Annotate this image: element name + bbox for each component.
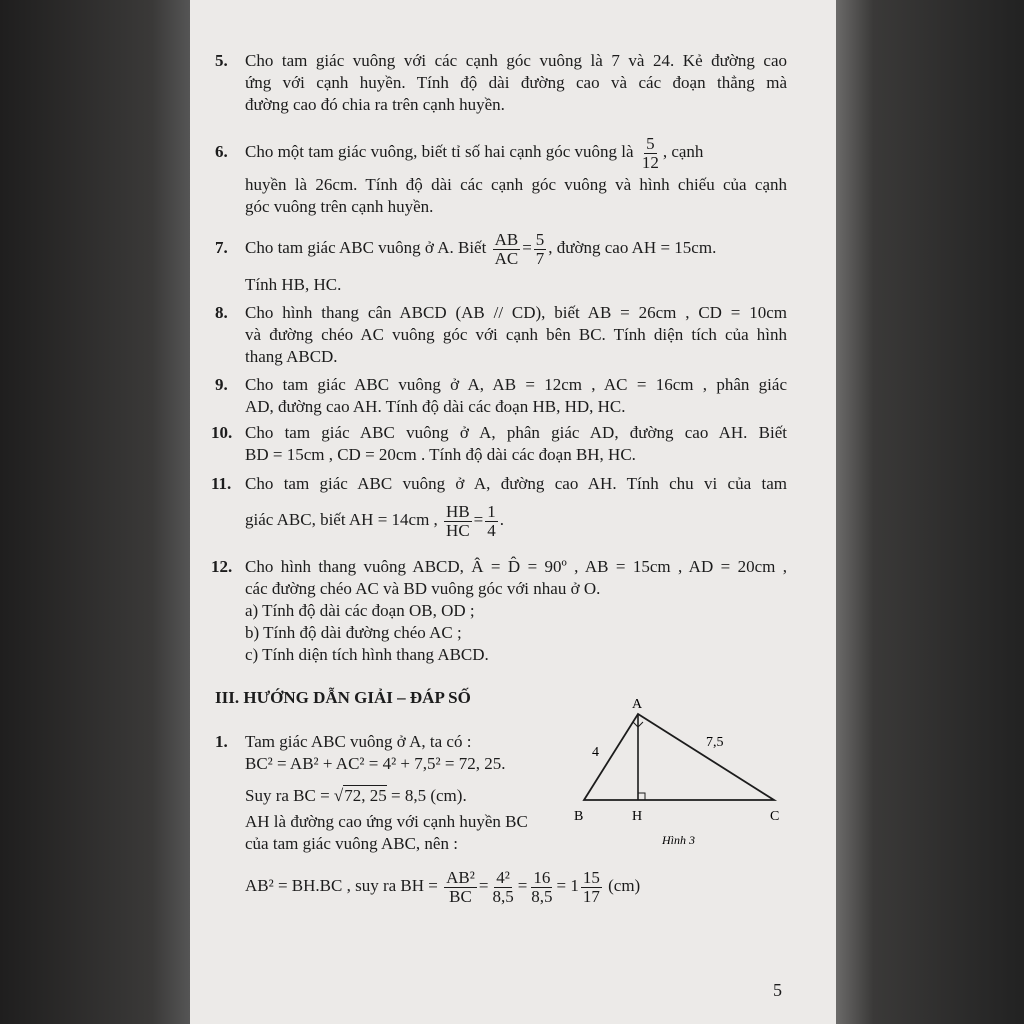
problem-line: ứng với cạnh huyền. Tính độ dài đường cao và các đoạn thẳng mà [245,73,787,92]
denominator: 12 [641,152,659,172]
denominator: 7 [535,248,545,268]
numerator: HB [446,501,470,521]
problem-line [245,495,787,545]
problem-line: AD, đường cao AH. Tính độ dài các đoạn HB, HD, HC. [245,397,626,416]
problem-line: thang ABCD. [245,347,338,366]
problem-line: và đường chéo AC vuông góc với cạnh bên BC. Tính diện tích của hình [245,325,787,344]
right-angle-mark-h [638,793,645,800]
solution-line: Tam giác ABC vuông ở A, ta có : [245,732,472,751]
numerator: 5 [535,229,545,249]
denominator: HC [446,520,470,540]
fraction [640,135,661,172]
book-edge-left [0,0,190,1024]
problem-number: 5. [215,51,228,70]
numerator: AB² [446,867,475,887]
label-side-ac: 7,5 [706,735,724,750]
problem-line: a) Tính độ dài các đoạn OB, OD ; [245,601,475,620]
problem-line: c) Tính diện tích hình thang ABCD. [245,645,489,664]
problem-line: Cho hình thang vuông ABCD, Â = D̂ = 90º , AB = 15cm , AD = 20cm , [245,557,787,576]
fraction [490,869,515,906]
problem-line: b) Tính độ dài đường chéo AC ; [245,623,462,642]
denominator: 4 [487,520,496,540]
text: Suy ra BC = √ [245,786,344,805]
problem-line [245,226,787,270]
denominator: 8,5 [531,886,553,906]
triangle-figure [570,692,790,852]
fraction [485,503,498,540]
problem-number: 9. [215,375,228,394]
text: , đường cao AH = 15cm. [548,238,717,257]
equals: = [522,238,532,257]
problem-line: Cho hình thang cân ABCD (AB // CD), biết AB = 26cm , CD = 10cm [245,303,787,322]
problem-line: các đường chéo AC và BD vuông góc với nhau ở O. [245,579,601,598]
fraction [444,869,477,906]
solution-line: BC² = AB² + AC² = 4² + 7,5² = 72, 25. [245,754,506,773]
fraction [493,231,521,268]
problem-line: Tính HB, HC. [245,275,342,294]
radicand: 72, 25 [344,786,387,805]
numerator: AB [494,229,519,249]
solution-line: của tam giác vuông ABC, nên : [245,834,458,853]
text: , cạnh [662,142,704,161]
text: Cho tam giác ABC vuông ở A. Biết [245,238,487,257]
book-edge-right [836,0,1024,1024]
text: AB² = BH.BC , suy ra BH = [245,876,438,895]
numerator: 16 [533,867,551,887]
solution-line: AH là đường cao ứng với cạnh huyền BC [245,812,528,831]
text: Cho một tam giác vuông, biết tỉ số hai cạnh góc vuông là [245,142,634,161]
denominator: 8,5 [492,886,514,906]
equals: = [517,876,528,895]
problem-number: 10. [211,423,233,442]
problem-number: 11. [211,474,232,493]
numerator: 5 [646,133,655,153]
solution-number: 1. [215,732,228,751]
mixed-whole: = 1 [556,876,579,895]
numerator: 1 [487,501,496,521]
label-c: C [770,809,780,824]
text: = 8,5 (cm). [386,786,467,805]
book-page [190,0,836,1024]
section-heading: III. HƯỚNG DẪN GIẢI – ĐÁP SỐ [215,688,471,707]
denominator: BC [449,886,472,906]
fraction [534,231,547,268]
problem-line: đường cao đó chia ra trên cạnh huyền. [245,95,505,114]
problem-number: 12. [211,557,233,576]
fraction [444,503,472,540]
problem-line: Cho tam giác ABC vuông ở A, AB = 12cm , AC = 16cm , phân giác [245,375,787,394]
numerator: 15 [582,867,600,887]
label-side-ab: 4 [592,745,599,760]
denominator: AC [494,248,519,268]
problem-line: BD = 15cm , CD = 20cm . Tính độ dài các đoạn BH, HC. [245,445,636,464]
problem-line [245,130,787,174]
label-b: B [574,809,584,824]
triangle-abc [584,714,774,800]
problem-number: 7. [215,238,228,257]
label-h: H [632,809,643,824]
equals: = [473,510,484,529]
fraction [581,869,602,906]
figure-caption: Hình 3 [662,833,695,847]
problem-line: Cho tam giác vuông với các cạnh góc vuông là 7 và 24. Kẻ đường cao [245,51,787,70]
problem-number: 6. [215,142,228,161]
problem-line: Cho tam giác ABC vuông ở A, phân giác AD, đường cao AH. Biết [245,423,787,442]
text: . [499,510,505,529]
page-number: 5 [773,980,782,1000]
equals: = [478,876,489,895]
text: giác ABC, biết AH = 14cm , [245,510,438,529]
problem-line: góc vuông trên cạnh huyền. [245,197,434,216]
solution-line [245,861,787,911]
denominator: 17 [582,886,600,906]
problem-line: huyền là 26cm. Tính độ dài các cạnh góc vuông và hình chiếu của cạnh [245,175,787,194]
problem-number: 8. [215,303,228,322]
unit: (cm) [608,876,641,895]
numerator: 4² [496,867,510,887]
label-a: A [632,697,643,712]
problem-line: Cho tam giác ABC vuông ở A, đường cao AH. Tính chu vi của tam [245,474,787,493]
fraction [529,869,554,906]
